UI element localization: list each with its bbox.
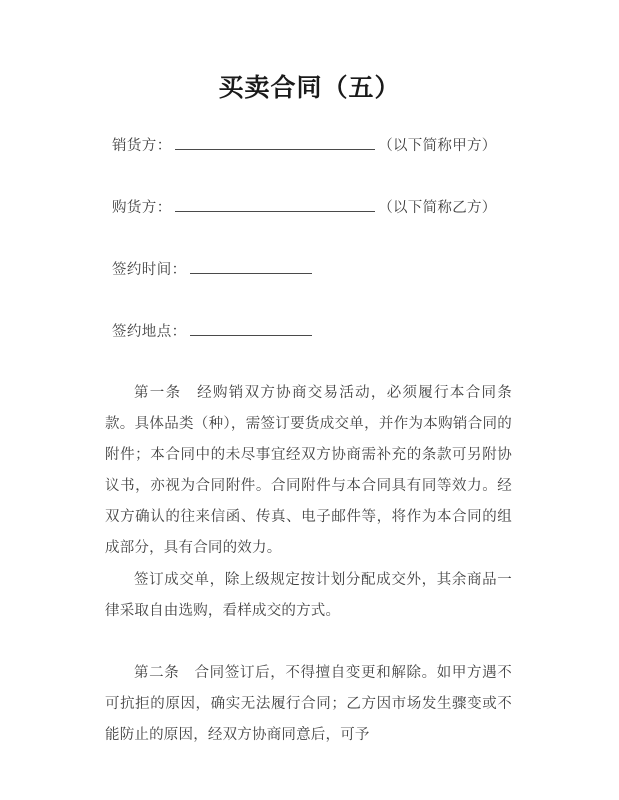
field-input-buyer[interactable] xyxy=(175,198,375,212)
field-row-sign-place xyxy=(112,320,314,341)
paragraph-block-article-1-note xyxy=(105,565,512,627)
field-input-sign-date[interactable] xyxy=(190,260,312,274)
field-label-seller: 销货方 xyxy=(112,138,157,154)
field-row-seller xyxy=(112,134,497,155)
field-input-sign-place[interactable] xyxy=(190,322,312,336)
paragraph-block-article-2 xyxy=(105,658,512,751)
paragraph-article-2: 第二条 合同签订后，不得擅自变更和解除。如甲方遇不可抗拒的原因，确实无法履行合同；乙方因市场发生骤变或不能防止的原因，经双方协商同意后，可予 xyxy=(105,665,512,743)
field-colon-sign-date: ： xyxy=(171,262,187,278)
field-label-buyer: 购货方 xyxy=(112,200,157,216)
field-colon-buyer: ： xyxy=(156,200,172,216)
paragraph-article-1-note: 签订成交单，除上级规定按计划分配成交外，其余商品一律采取自由选购，看样成交的方式。 xyxy=(105,572,512,619)
field-input-seller[interactable] xyxy=(175,136,375,150)
field-suffix-buyer: （以下简称乙方） xyxy=(378,200,497,216)
paragraph-block-article-1 xyxy=(105,378,512,564)
field-label-sign-date: 签约时间 xyxy=(112,262,172,278)
field-row-buyer xyxy=(112,196,497,217)
paragraph-article-1: 第一条 经购销双方协商交易活动，必须履行本合同条款。具体品类（种），需签订要货成交单，并作为本购销合同的附件；本合同中的未尽事宜经双方协商需补充的条款可另附协议书，亦视为合同附件。合同附件与本合同具有同等效力。经双方确认的往来信函、传真、电子邮件等，将作为本合同的组成部分，具有合同的效力。 xyxy=(105,385,512,556)
field-row-sign-date xyxy=(112,258,314,279)
field-suffix-seller: （以下简称甲方） xyxy=(378,138,497,154)
field-colon-seller: ： xyxy=(156,138,172,154)
field-label-sign-place: 签约地点 xyxy=(112,324,172,340)
page-title: 买卖合同（五） xyxy=(218,73,401,102)
field-colon-sign-place: ： xyxy=(171,324,187,340)
